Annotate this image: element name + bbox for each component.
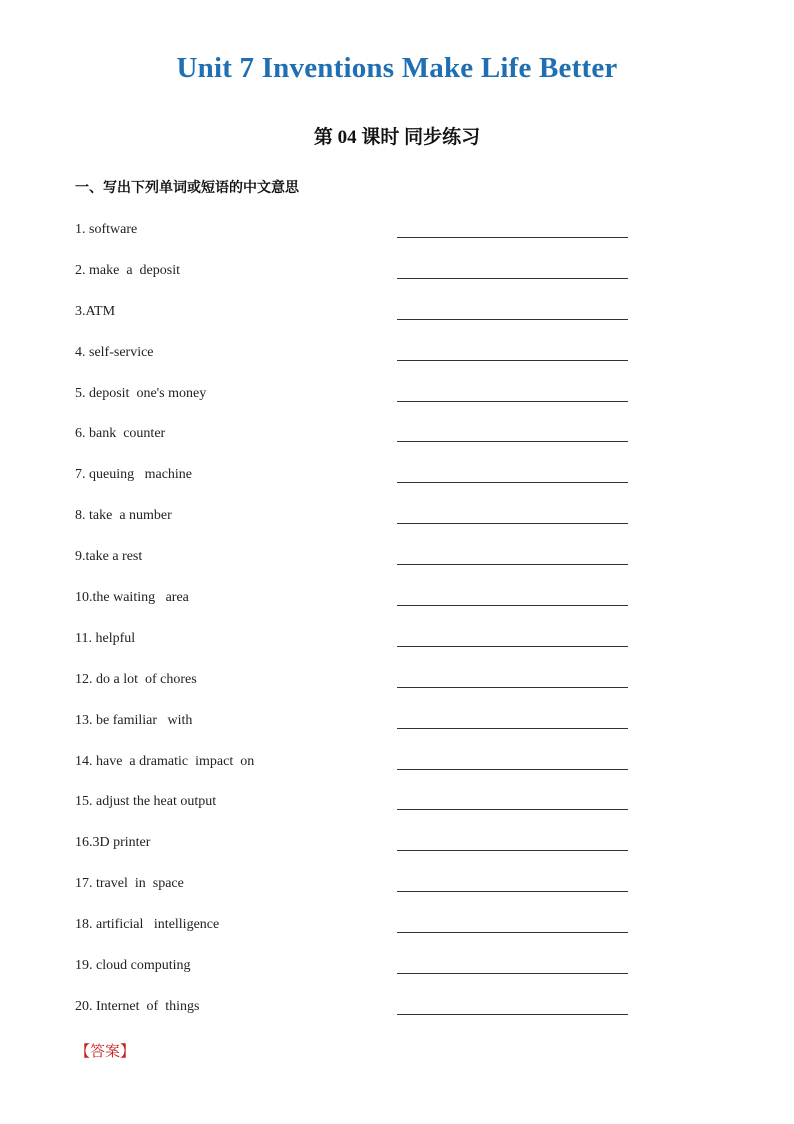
item-term: 20. Internet of things — [75, 998, 200, 1014]
answer-blank[interactable] — [397, 236, 628, 238]
list-item — [75, 997, 635, 1038]
item-term: 11. helpful — [75, 630, 136, 646]
list-item — [75, 956, 635, 997]
list-item — [75, 752, 635, 793]
list-item — [75, 588, 635, 629]
item-term: 19. cloud computing — [75, 958, 191, 974]
list-item — [75, 261, 635, 302]
item-term: 7. queuing machine — [75, 467, 193, 483]
vocabulary-list — [75, 220, 635, 1038]
list-item — [75, 670, 635, 711]
item-term: 17. travel in space — [75, 876, 184, 892]
item-term: 3.ATM — [75, 303, 116, 319]
answer-blank[interactable] — [397, 645, 628, 647]
lesson-subtitle: 第 04 课时 同步练习 — [313, 127, 481, 148]
item-term: 1. software — [75, 222, 138, 237]
item-term: 14. have a dramatic impact on — [75, 753, 255, 769]
list-item — [75, 506, 635, 547]
answer-blank[interactable] — [397, 727, 628, 729]
list-item — [75, 833, 635, 874]
list-item — [75, 711, 635, 752]
answer-blank[interactable] — [397, 849, 628, 851]
answer-label: 【答案】 — [75, 1044, 136, 1060]
answer-blank[interactable] — [397, 686, 628, 688]
item-term: 2. make a deposit — [75, 262, 180, 278]
list-item — [75, 874, 635, 915]
list-item — [75, 547, 635, 588]
answer-blank[interactable] — [397, 890, 628, 892]
list-item — [75, 343, 635, 384]
list-item — [75, 424, 635, 465]
answer-blank[interactable] — [397, 440, 628, 442]
list-item — [75, 465, 635, 506]
item-term: 8. take a number — [75, 508, 172, 524]
answer-blank[interactable] — [397, 400, 628, 402]
answer-blank[interactable] — [397, 972, 628, 974]
list-item — [75, 792, 635, 833]
item-term: 10.the waiting area — [75, 590, 189, 606]
answer-blank[interactable] — [397, 359, 628, 361]
item-term: 5. deposit one's money — [75, 385, 207, 401]
item-term: 18. artificial intelligence — [75, 917, 220, 933]
section-heading: 一、写出下列单词或短语的中文意思 — [75, 181, 299, 196]
item-term: 16.3D printer — [75, 835, 151, 851]
list-item — [75, 302, 635, 343]
item-term: 15. adjust the heat output — [75, 794, 217, 810]
answer-blank[interactable] — [397, 1013, 628, 1015]
item-term: 4. self-service — [75, 344, 154, 360]
answer-blank[interactable] — [397, 277, 628, 279]
list-item — [75, 220, 635, 261]
answer-blank[interactable] — [397, 604, 628, 606]
list-item — [75, 629, 635, 670]
answer-blank[interactable] — [397, 931, 628, 933]
item-term: 6. bank counter — [75, 426, 166, 442]
answer-blank[interactable] — [397, 481, 628, 483]
list-item — [75, 915, 635, 956]
item-term: 12. do a lot of chores — [75, 671, 197, 687]
item-term: 9.take a rest — [75, 549, 143, 565]
answer-blank[interactable] — [397, 563, 628, 565]
answer-blank[interactable] — [397, 808, 628, 810]
page-title: Unit 7 Inventions Make Life Better — [176, 52, 618, 84]
answer-blank[interactable] — [397, 768, 628, 770]
answer-blank[interactable] — [397, 522, 628, 524]
list-item — [75, 384, 635, 425]
answer-blank[interactable] — [397, 318, 628, 320]
item-term: 13. be familiar with — [75, 712, 193, 728]
